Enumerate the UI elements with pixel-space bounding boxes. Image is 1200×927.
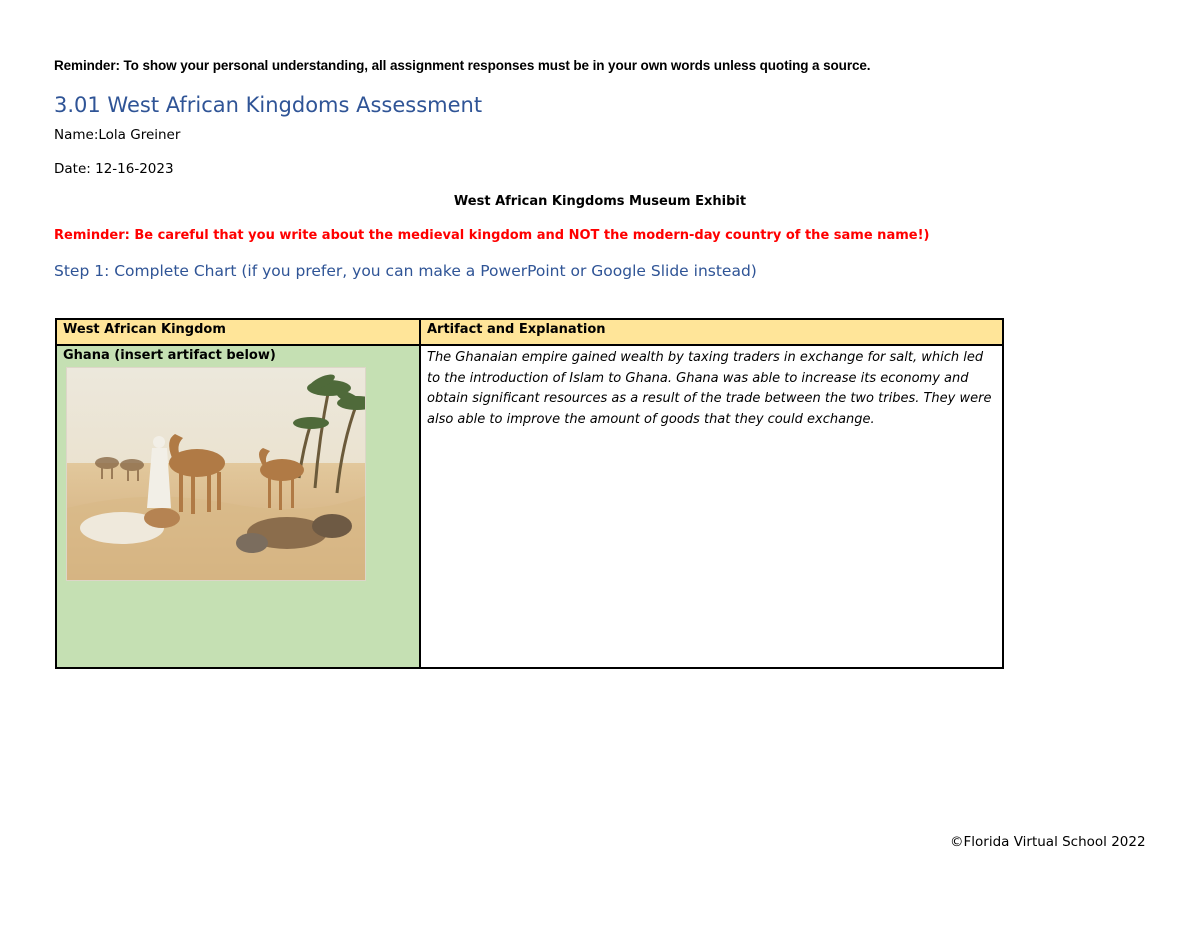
kingdom-chart	[55, 318, 1004, 669]
reminder-red: Reminder: Be careful that you write about the medieval kingdom and NOT the modern-day country of the same name!)	[54, 228, 930, 243]
kingdom-label: Ghana (insert artifact below)	[63, 348, 276, 363]
chart-row-ghana	[56, 345, 1003, 668]
chart-header-row	[56, 319, 1003, 345]
name-line: Name:Lola Greiner	[54, 127, 181, 143]
reminder-top: Reminder: To show your personal understanding, all assignment responses must be in your own words unless quoting a source.	[54, 58, 871, 73]
artifact-image	[66, 367, 366, 581]
header-kingdom: West African Kingdom	[56, 319, 420, 345]
header-artifact: Artifact and Explanation	[420, 319, 1003, 345]
kingdom-cell	[56, 345, 420, 668]
step-1-heading: Step 1: Complete Chart (if you prefer, you can make a PowerPoint or Google Slide instead)	[54, 262, 757, 280]
date-line: Date: 12-16-2023	[54, 161, 174, 177]
footer-copyright: ©Florida Virtual School 2022	[950, 834, 1146, 850]
artifact-explanation-cell	[420, 345, 1003, 668]
exhibit-heading: West African Kingdoms Museum Exhibit	[453, 194, 747, 209]
page-title: 3.01 West African Kingdoms Assessment	[54, 93, 483, 117]
artifact-explanation: The Ghanaian empire gained wealth by taxing traders in exchange for salt, which led to the introduction of Islam to Ghana. Ghana was able to increase its economy and obtain significant resources as a result of the trade between the two tribes. They were also able to improve the amount of goods that they could exchange.	[427, 350, 992, 427]
